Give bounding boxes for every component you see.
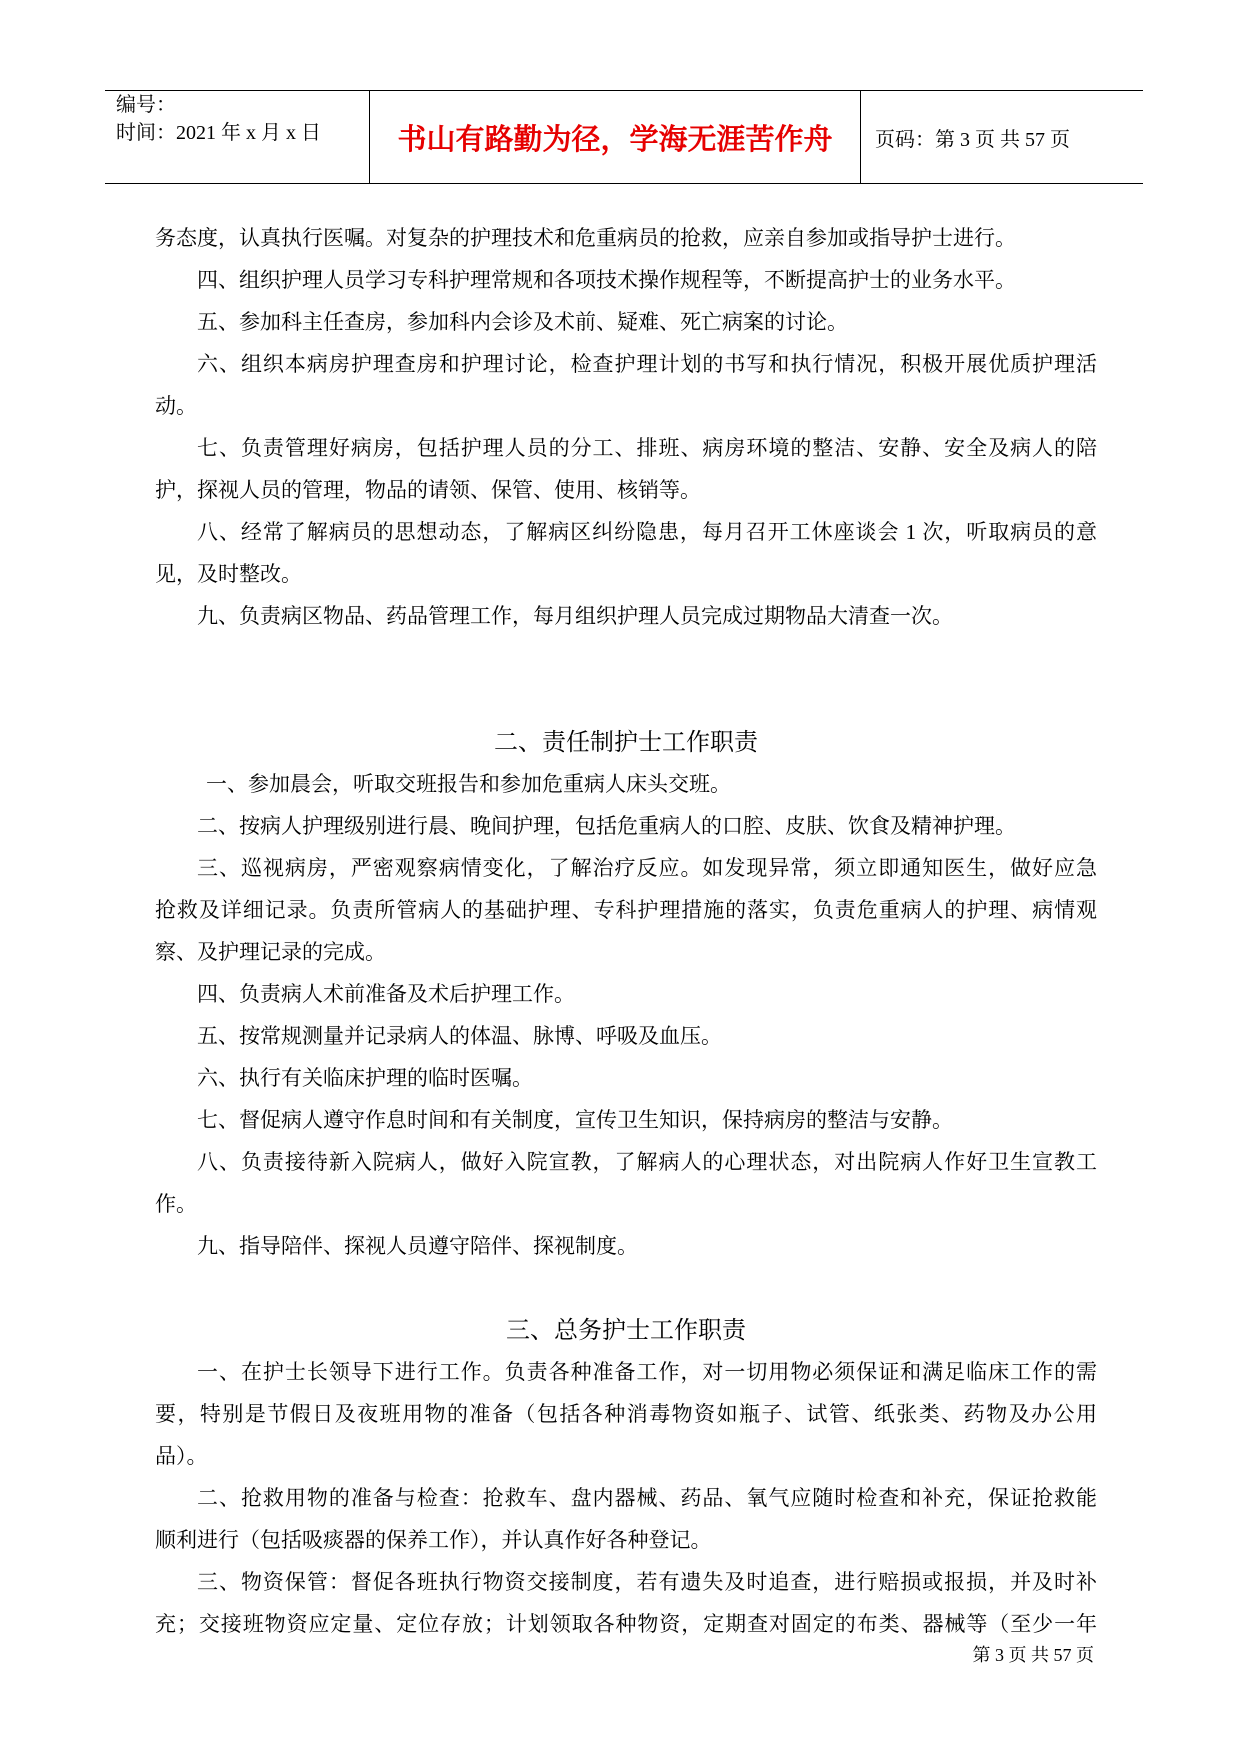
text-line: 二、抢救用物的准备与检查：抢救车、盘内器械、药品、氧气应随时检查和补充，保证抢救能 <box>197 1486 1097 1510</box>
text-line: 护，探视人员的管理，物品的请领、保管、使用、核销等。 <box>155 478 701 502</box>
paragraph <box>155 427 1097 511</box>
header-meta <box>105 91 369 183</box>
document-number-label: 编号： <box>116 94 176 116</box>
text-line: 六、执行有关临床护理的临时医嘱。 <box>197 1066 533 1090</box>
page-header <box>105 90 1143 184</box>
section <box>155 217 1097 637</box>
section-heading: 二、责任制护士工作职责 <box>494 728 758 756</box>
text-line: 七、负责管理好病房，包括护理人员的分工、排班、病房环境的整洁、安静、安全及病人的陪 <box>197 436 1097 460</box>
text-line: 要，特别是节假日及夜班用物的准备（包括各种消毒物资如瓶子、试管、纸张类、药物及办公用 <box>155 1402 1097 1426</box>
text-line: 四、组织护理人员学习专科护理常规和各项技术操作规程等，不断提高护士的业务水平。 <box>197 268 1016 292</box>
document-body <box>155 217 1097 1645</box>
paragraph <box>155 763 1097 805</box>
paragraph <box>155 511 1097 595</box>
motto: 书山有路勤为径，学海无涯苦作舟 <box>369 91 860 183</box>
text-line: 七、督促病人遵守作息时间和有关制度，宣传卫生知识，保持病房的整洁与安静。 <box>197 1108 953 1132</box>
text-line: 九、负责病区物品、药品管理工作，每月组织护理人员完成过期物品大清查一次。 <box>197 604 953 628</box>
text-line: 九、指导陪伴、探视人员遵守陪伴、探视制度。 <box>197 1234 638 1258</box>
section <box>155 1309 1097 1645</box>
text-line: 抢救及详细记录。负责所管病人的基础护理、专科护理措施的落实，负责危重病人的护理、病情观 <box>155 898 1097 922</box>
paragraph <box>155 301 1097 343</box>
paragraph <box>155 1477 1097 1561</box>
paragraph <box>155 1099 1097 1141</box>
text-line: 作。 <box>155 1192 197 1216</box>
section <box>155 721 1097 1267</box>
text-line: 务态度，认真执行医嘱。对复杂的护理技术和危重病员的抢救，应亲自参加或指导护士进行。 <box>155 226 1016 250</box>
text-line: 五、参加科主任查房，参加科内会诊及术前、疑难、死亡病案的讨论。 <box>197 310 848 334</box>
text-line: 八、负责接待新入院病人，做好入院宣教，了解病人的心理状态，对出院病人作好卫生宣教工 <box>197 1150 1097 1174</box>
paragraph <box>155 1561 1097 1645</box>
paragraph <box>155 343 1097 427</box>
paragraph <box>155 259 1097 301</box>
page-footer: 第 3 页 共 57 页 <box>972 1645 1094 1665</box>
text-line: 见，及时整改。 <box>155 562 302 586</box>
text-line: 动。 <box>155 394 197 418</box>
paragraph <box>155 847 1097 973</box>
paragraph <box>155 1225 1097 1267</box>
text-line: 察、及护理记录的完成。 <box>155 940 386 964</box>
paragraph <box>155 973 1097 1015</box>
text-line: 六、组织本病房护理查房和护理讨论，检查护理计划的书写和执行情况，积极开展优质护理活 <box>197 352 1097 376</box>
text-line: 三、巡视病房，严密观察病情变化，了解治疗反应。如发现异常，须立即通知医生，做好应急 <box>197 856 1097 880</box>
section-heading: 三、总务护士工作职责 <box>506 1316 746 1344</box>
paragraph <box>155 1057 1097 1099</box>
paragraph <box>155 1141 1097 1225</box>
text-line: 一、在护士长领导下进行工作。负责各种准备工作，对一切用物必须保证和满足临床工作的需 <box>197 1360 1097 1384</box>
text-line: 顺利进行（包括吸痰器的保养工作），并认真作好各种登记。 <box>155 1528 712 1552</box>
paragraph <box>155 805 1097 847</box>
text-line: 八、经常了解病员的思想动态，了解病区纠纷隐患，每月召开工休座谈会 1 次，听取病员的意 <box>197 520 1097 544</box>
header-page-code: 页码：第 3 页 共 57 页 <box>860 91 1143 183</box>
text-line: 一、参加晨会，听取交班报告和参加危重病人床头交班。 <box>206 772 731 796</box>
document-time-label: 时间：2021 年 x 月 x 日 <box>116 122 321 144</box>
paragraph <box>155 217 1097 259</box>
text-line: 二、按病人护理级别进行晨、晚间护理，包括危重病人的口腔、皮肤、饮食及精神护理。 <box>197 814 1016 838</box>
text-line: 四、负责病人术前准备及术后护理工作。 <box>197 982 575 1006</box>
text-line: 五、按常规测量并记录病人的体温、脉博、呼吸及血压。 <box>197 1024 722 1048</box>
text-line: 充；交接班物资应定量、定位存放；计划领取各种物资，定期查对固定的布类、器械等（至少一年 <box>155 1612 1097 1636</box>
paragraph <box>155 1351 1097 1477</box>
paragraph <box>155 1015 1097 1057</box>
text-line: 品）。 <box>155 1444 208 1468</box>
paragraph <box>155 595 1097 637</box>
text-line: 三、物资保管：督促各班执行物资交接制度，若有遗失及时追查，进行赔损或报损，并及时补 <box>197 1570 1097 1594</box>
